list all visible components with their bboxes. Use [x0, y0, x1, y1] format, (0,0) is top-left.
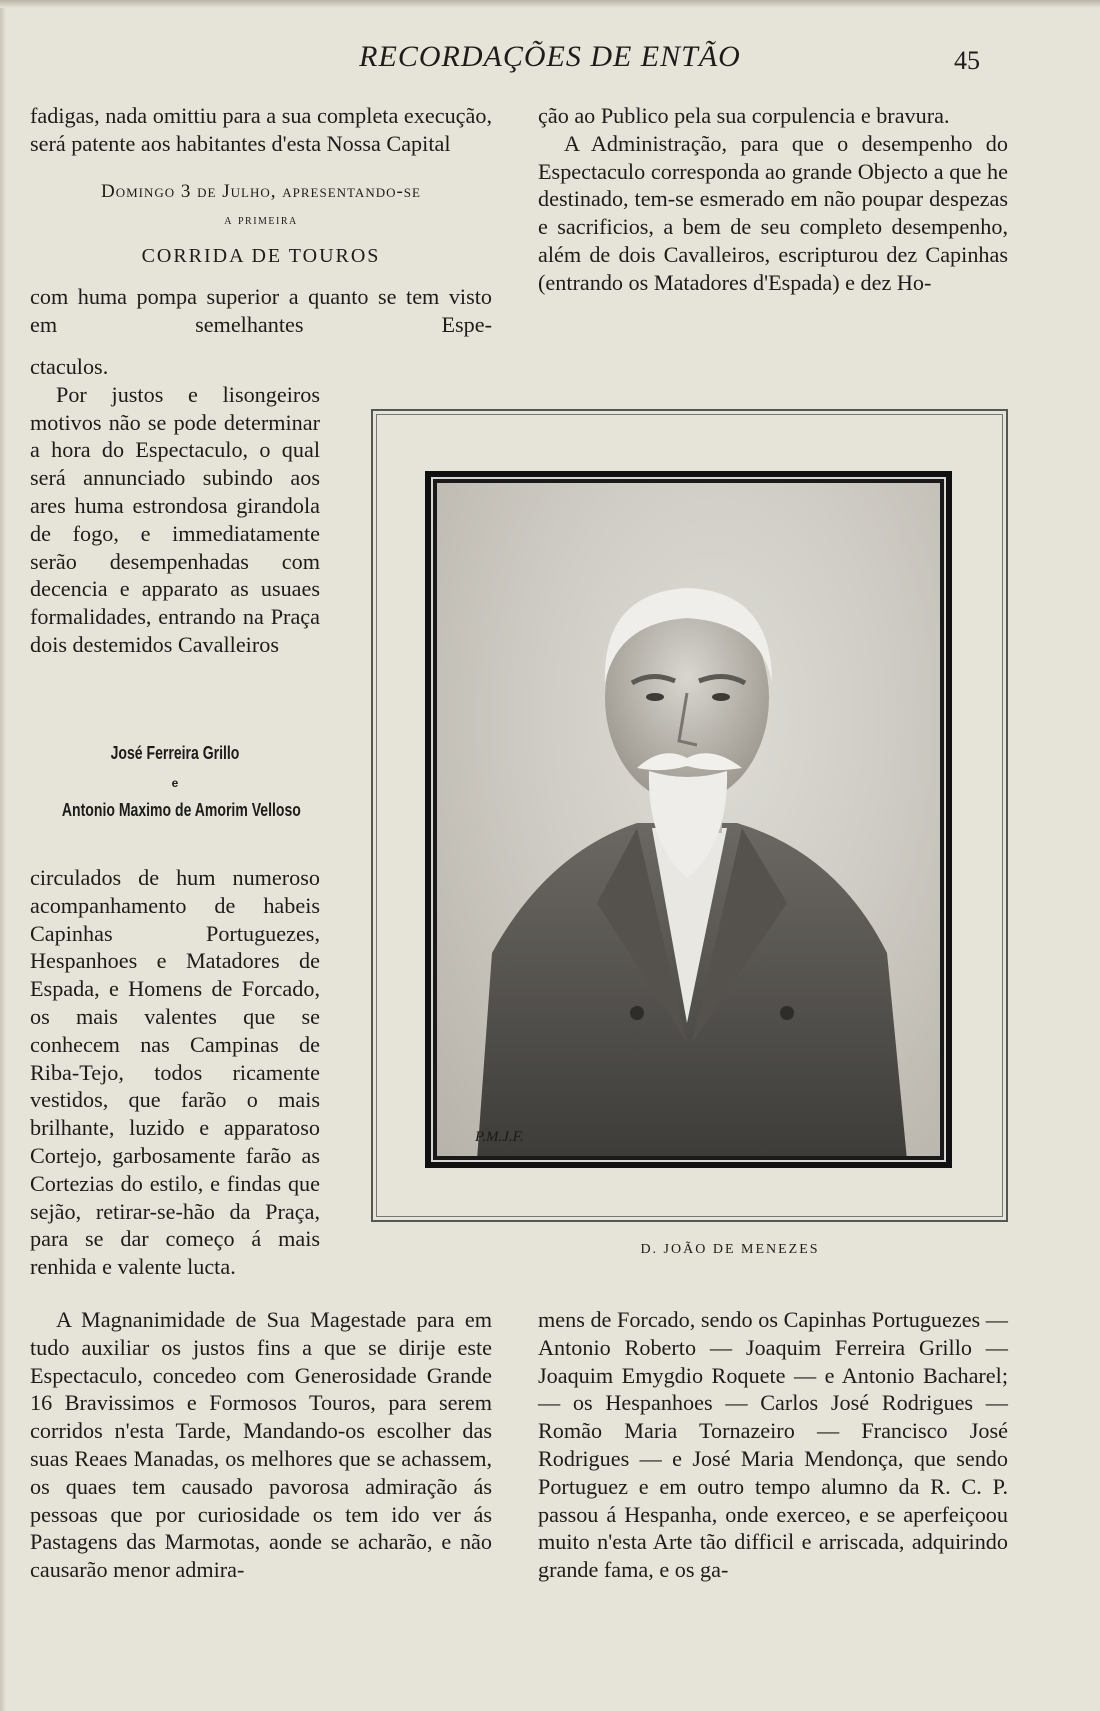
page-top-shadow [0, 0, 1100, 8]
section-heading-title: CORRIDA DE TOUROS [141, 245, 381, 268]
left-column-bottom [30, 1306, 492, 1584]
section-heading-line: Domingo 3 de Julho, apresentando-se [101, 180, 421, 202]
paragraph: A Administração, para que o desempenho do Espectaculo corresponda ao grande Objecto a que he destinado, tem-se esmerado em não poupar despezas e sacrificios, a bem de seu completo desempenho, além de dois Cavalleiros, escripturou dez Capinhas (entrando os Matadores d'Espada) e dez Ho- [538, 130, 1008, 295]
paragraph: ctaculos. [30, 354, 109, 379]
engraver-signature: P.M.J.F. [475, 1129, 524, 1145]
left-column-top [30, 102, 492, 339]
page-number: 45 [954, 46, 980, 75]
paragraph: A Magnanimidade de Sua Magestade para em tudo auxiliar os justos fins a que se dirije este Espectaculo, concedeo com Generosidade Grande 16 Bravissimos e Formosos Touros, para serem corridos n'esta Tarde, Mandando-os escolher das suas Reaes Manadas, os melhores que se achassem, os quaes tem causado pavorosa admiração ás pessoas que por curiosidade os tem ido ver ás Pastagens das Marmotas, aonde se acharão, e não causarão menor admira- [30, 1307, 492, 1583]
right-column-top [538, 102, 1008, 297]
paragraph: fadigas, nada omittiu para a sua completa execução, será patente aos habitantes d'esta Nossa Capital [30, 103, 492, 156]
section-heading-line: a primeira [224, 213, 298, 229]
paragraph: circulados de hum numeroso acompanhamento de habeis Capinhas Portuguezes, Hespanhoes e Matadores de Espada, e Homens de Forcado, os mais valentes que se conhecem nas Campinas de Riba-Tejo, todos ricamente vestidos, que farão o mais brilhante, luzido e apparatoso Cortejo, garbosamente farão as Cortezias do estilo, e findas que sejão, retirar-se-hão da Praça, para se dar começo á mais renhida e valente lucta. [30, 865, 320, 1280]
page-edge-shadow [0, 0, 6, 1711]
left-column-narrow-bottom [30, 864, 320, 1281]
portrait-frame [425, 471, 952, 1168]
paragraph: Por justos e lisongeiros motivos não se pode determinar a hora do Espectaculo, o qual será annunciado subindo aos ares huma estrondosa girandola de fogo, e immediatamente serão desempenhadas com decencia e apparato as usuaes formalidades, entrando na Praça dois destemidos Cavalleiros [30, 381, 320, 657]
running-title: RECORDAÇÕES DE ENTÃO [359, 40, 741, 73]
portrait-illustration [437, 483, 940, 1156]
paragraph: ção ao Publico pela sua corpulencia e bravura. [538, 103, 950, 128]
paragraph: com huma pompa superior a quanto se tem visto em semelhantes Espe- [30, 283, 492, 337]
right-column-bottom [538, 1306, 1008, 1584]
name-line: Antonio Maximo de Amorim Velloso [61, 800, 301, 820]
paragraph: mens de Forcado, sendo os Capinhas Portuguezes — Antonio Roberto — Joaquim Ferreira Grillo — Joaquim Emygdio Roquete — e Antonio Bacharel; — os Hespanhoes — Carlos José Rodrigues — Romão Maria Tornazeiro — Francisco José Rodrigues — e José Maria Mendonça, que sendo Portuguez e em outro tempo alumno da R. C. P. passou á Hespanha, onde exerceo, e se aperfeiçoou muito n'esta Arte tão difficil e arriscada, adquirindo grande fama, e os ga- [538, 1307, 1008, 1583]
cavalleiros-names [30, 743, 320, 821]
portrait-photo [437, 483, 940, 1156]
name-conjunction: e [171, 776, 179, 790]
name-line: José Ferreira Grillo [110, 743, 240, 763]
left-column-narrow [30, 353, 320, 659]
figure-caption: D. JOÃO DE MENEZES [640, 1242, 820, 1257]
